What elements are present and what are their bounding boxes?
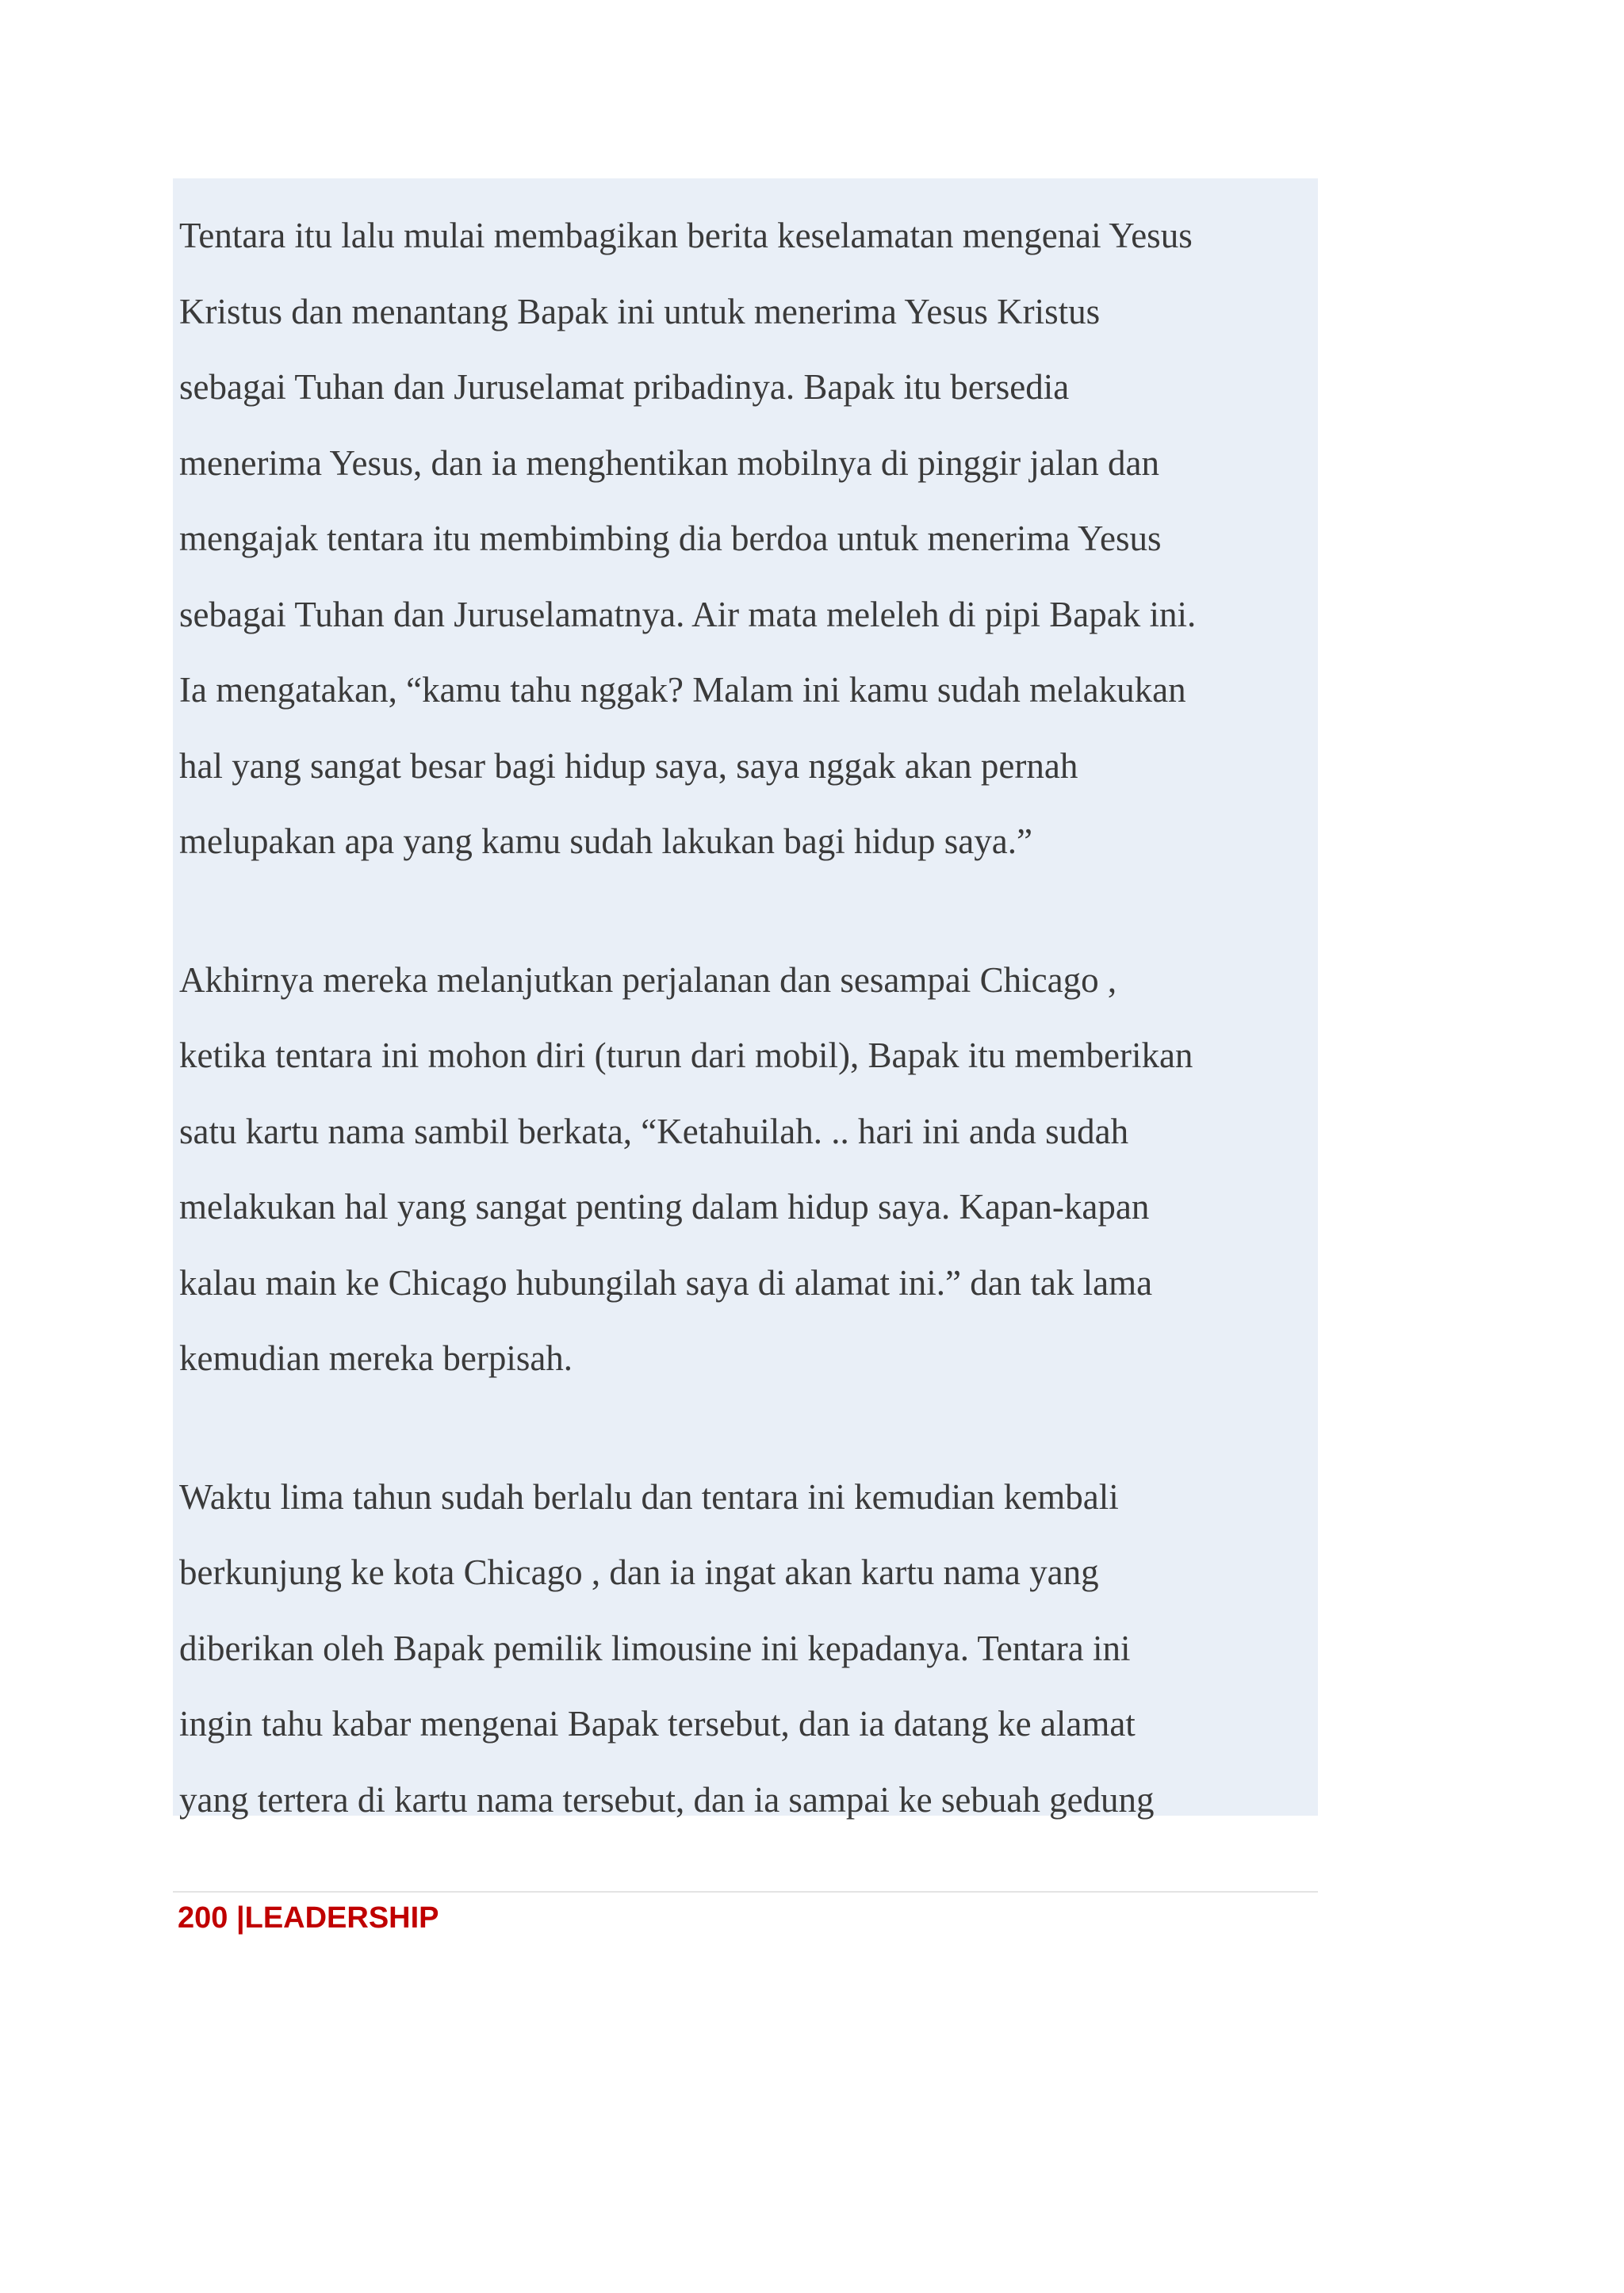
text-line: mengajak tentara itu membimbing dia berdoa untuk menerima Yesus [179,519,1162,558]
text-line: menerima Yesus, dan ia menghentikan mobilnya di pinggir jalan dan [179,442,1160,483]
text-line: sebagai Tuhan dan Juruselamat pribadinya. Bapak itu bersedia [179,367,1070,407]
text-line: ketika tentara ini mohon diri (turun dari mobil), Bapak itu memberikan [179,1035,1193,1075]
text-line: yang tertera di kartu nama tersebut, dan ia sampai ke sebuah gedung [179,1779,1155,1820]
footer-divider [173,1891,1318,1893]
page-number: 200 [178,1901,228,1935]
text-line: Tentara itu lalu mulai membagikan berita keselamatan mengenai Yesus [179,216,1193,255]
footer-separator: | [228,1901,245,1935]
text-line: kalau main ke Chicago hubungilah saya di alamat ini.” dan tak lama [179,1262,1153,1303]
text-line: Kristus dan menantang Bapak ini untuk menerima Yesus Kristus [179,291,1101,331]
text-line: sebagai Tuhan dan Juruselamatnya. Air mata meleleh di pipi Bapak ini. [179,594,1197,634]
text-line: melakukan hal yang sangat penting dalam hidup saya. Kapan-kapan [179,1187,1150,1227]
text-line: Ia mengatakan, “kamu tahu nggak? Malam ini kamu sudah melakukan [179,670,1186,710]
text-line: hal yang sangat besar bagi hidup saya, saya nggak akan pernah [179,745,1078,786]
section-title: LEADERSHIP [244,1901,439,1935]
text-line: kemudian mereka berpisah. [179,1338,573,1378]
text-line: satu kartu nama sambil berkata, “Ketahuilah. .. hari ini anda sudah [179,1111,1129,1151]
paragraph-2 [179,943,1313,1397]
text-line: melupakan apa yang kamu sudah lakukan bagi hidup saya.” [179,821,1032,861]
paragraph-3 [179,1460,1313,1839]
text-line: berkunjung ke kota Chicago , dan ia ingat akan kartu nama yang [179,1552,1099,1592]
body-text [179,198,1313,1838]
text-line: Akhirnya mereka melanjutkan perjalanan dan sesampai Chicago , [179,959,1117,1000]
text-line: diberikan oleh Bapak pemilik limousine ini kepadanya. Tentara ini [179,1628,1131,1668]
paragraph-1 [179,198,1313,880]
text-line: Waktu lima tahun sudah berlalu dan tentara ini kemudian kembali [179,1476,1119,1517]
page-footer [178,1901,439,1935]
text-line: ingin tahu kabar mengenai Bapak tersebut, dan ia datang ke alamat [179,1704,1136,1744]
